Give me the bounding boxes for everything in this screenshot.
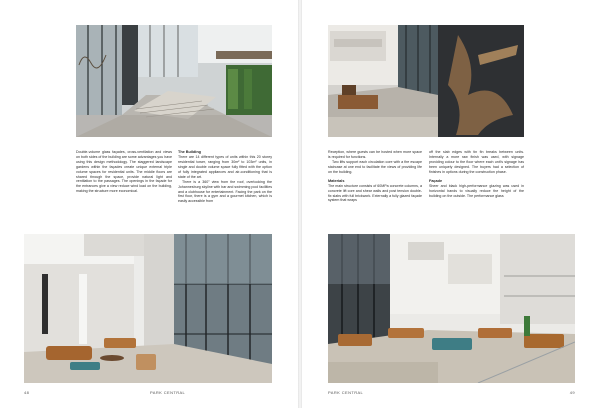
- left-col-1: [76, 150, 172, 194]
- left-col2-body1: There are 14 different types of units within this 20 storey residential tower, ranging from 30m² to 103m² units, in single and double volume space fully fitted with the option of fully integrated appliances and air-conditioning that is state of the art.: [178, 155, 272, 179]
- left-col-2: [178, 150, 272, 204]
- lobby-photo-image: [24, 234, 272, 383]
- right-page-footer: [328, 390, 575, 395]
- reception-lounge-photo-image: [328, 234, 575, 383]
- left-page: [0, 0, 298, 408]
- left-page-footer: [24, 390, 264, 395]
- building-heading: The Building: [178, 150, 201, 154]
- left-col2-body2: There is a 360° view from the roof, overlooking the Johannesburg skyline with bar and swimming pool facilities and a clubhouse for entertainment. Facing the park on the first floor, there is a gym and a gourmet kitchen, which is easily accessible from: [178, 179, 272, 204]
- materials-heading: Materials: [328, 178, 345, 183]
- right-col1-body3: The main structure consists of 60MPa concrete columns, a concrete lift core and shear walls and post tension double-fix slabs with full brickwork. Externally a fully glazed façade system that wraps: [328, 183, 422, 203]
- right-col2-body1: off the slab edges with tin fin breaks between units. Internally a more raw finish was used, with signage providing colour to the floor where each unit's signage has been uniquely designed. The buyers had a selection of finishes in options during the construction phase.: [429, 150, 524, 174]
- atrium-photo-image: [76, 25, 272, 137]
- right-page: [302, 0, 600, 408]
- reception-lounge-photo: [328, 234, 575, 383]
- facade-heading: Façade: [429, 178, 443, 183]
- right-col-1: [328, 150, 422, 203]
- right-col1-body1: Reception, where guests can be hosted when more space is required for functions.: [328, 150, 422, 159]
- lobby-photo: [24, 234, 272, 383]
- right-running-footer: PARK CENTRAL: [328, 390, 364, 395]
- atrium-photo: [76, 25, 272, 137]
- right-page-number: 49: [569, 390, 575, 395]
- left-col1-body: Double-volume glass façades, cross-ventilation and views on both sides of the building are some advantages you have using this design methodology. The staggered landscape gardens within the façades create unique external triple volume spaces for residential units. The middle floors are shared through the space, provide natural light and ventilation to the passages. The openings in the façade for the entrances give a view reduce wind load on the building, making the structure more economical.: [76, 150, 172, 194]
- reception-photo-image: [328, 25, 524, 137]
- right-col-2: [429, 150, 524, 198]
- left-running-footer: PARK CENTRAL: [150, 390, 186, 395]
- right-col2-body2: Sheer and black high-performance glazing was used in horizontal bands to visually reduce the height of the building on the outside. The performance glass: [429, 183, 524, 198]
- reception-photo: [328, 25, 524, 137]
- right-col1-body2: Two lifts support each circulation core with a fire escape staircase at one end to facilitate the views of providing life on the building.: [328, 159, 422, 174]
- left-page-number: 48: [24, 390, 30, 395]
